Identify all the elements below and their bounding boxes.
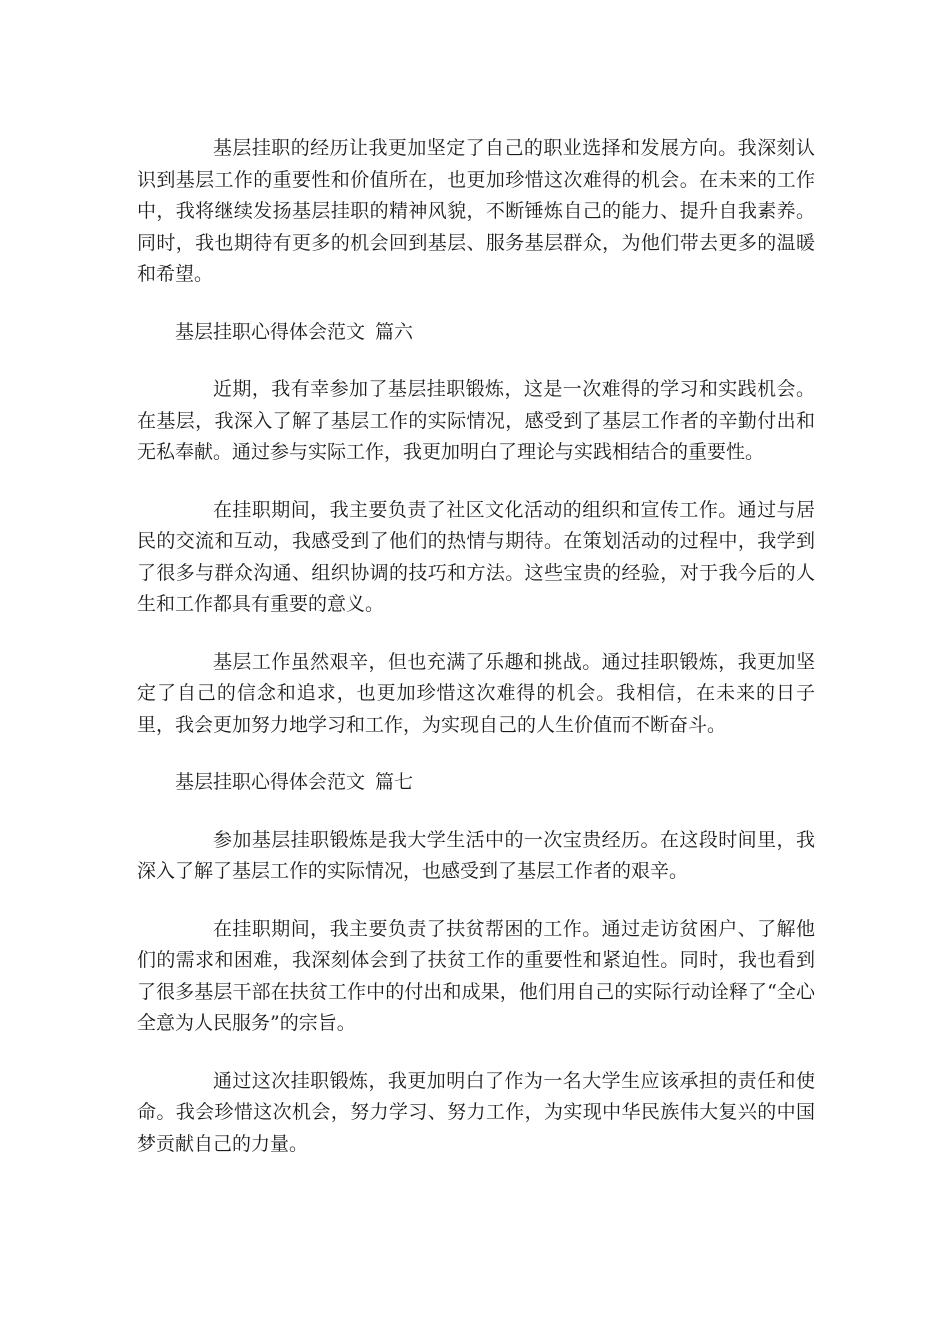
document-body: [137, 133, 815, 1186]
paragraph: 参加基层挂职锻炼是我大学生活中的一次宝贵经历。在这段时间里，我深入了解了基层工作的实际情况，也感受到了基层工作者的艰辛。: [137, 828, 815, 882]
section-number: 篇六: [375, 320, 414, 343]
section-heading-6: [137, 317, 815, 349]
paragraph: 通过这次挂职锻炼，我更加明白了作为一名大学生应该承担的责任和使命。我会珍惜这次机会，努力学习、努力工作，为实现中华民族伟大复兴的中国梦贡献自己的力量。: [137, 1069, 815, 1155]
paragraph: 基层挂职的经历让我更加坚定了自己的职业选择和发展方向。我深刻认识到基层工作的重要性和价值所在，也更加珍惜这次难得的机会。在未来的工作中，我将继续发扬基层挂职的精神风貌，不断锤炼自己的能力、提升自我素养。同时，我也期待有更多的机会回到基层、服务基层群众，为他们带去更多的温暖和希望。: [137, 137, 815, 285]
section-heading-7: [137, 767, 815, 799]
paragraph: 基层工作虽然艰辛，但也充满了乐趣和挑战。通过挂职锻炼，我更加坚定了自己的信念和追求，也更加珍惜这次难得的机会。我相信，在未来的日子里，我会更加努力地学习和工作，为实现自己的人生价值而不断奋斗。: [137, 650, 815, 736]
paragraph: 在挂职期间，我主要负责了社区文化活动的组织和宣传工作。通过与居民的交流和互动，我感受到了他们的热情与期待。在策划活动的过程中，我学到了很多与群众沟通、组织协调的技巧和方法。这些宝贵的经验，对于我今后的人生和工作都具有重要的意义。: [137, 498, 815, 615]
section-title: 基层挂职心得体会范文: [175, 320, 366, 343]
section-title: 基层挂职心得体会范文: [175, 771, 366, 793]
paragraph: 近期，我有幸参加了基层挂职锻炼，这是一次难得的学习和实践机会。在基层，我深入了解了基层工作的实际情况，感受到了基层工作者的辛勤付出和无私奉献。通过参与实际工作，我更加明白了理论与实践相结合的重要性。: [137, 378, 815, 463]
section-number: 篇七: [375, 771, 414, 793]
paragraph: 在挂职期间，我主要负责了扶贫帮困的工作。通过走访贫困户、了解他们的需求和困难，我深刻体会到了扶贫工作的重要性和紧迫性。同时，我也看到了很多基层干部在扶贫工作中的付出和成果，他们用自己的实际行动诠释了“全心全意为人民服务”的宗旨。: [137, 917, 815, 1034]
